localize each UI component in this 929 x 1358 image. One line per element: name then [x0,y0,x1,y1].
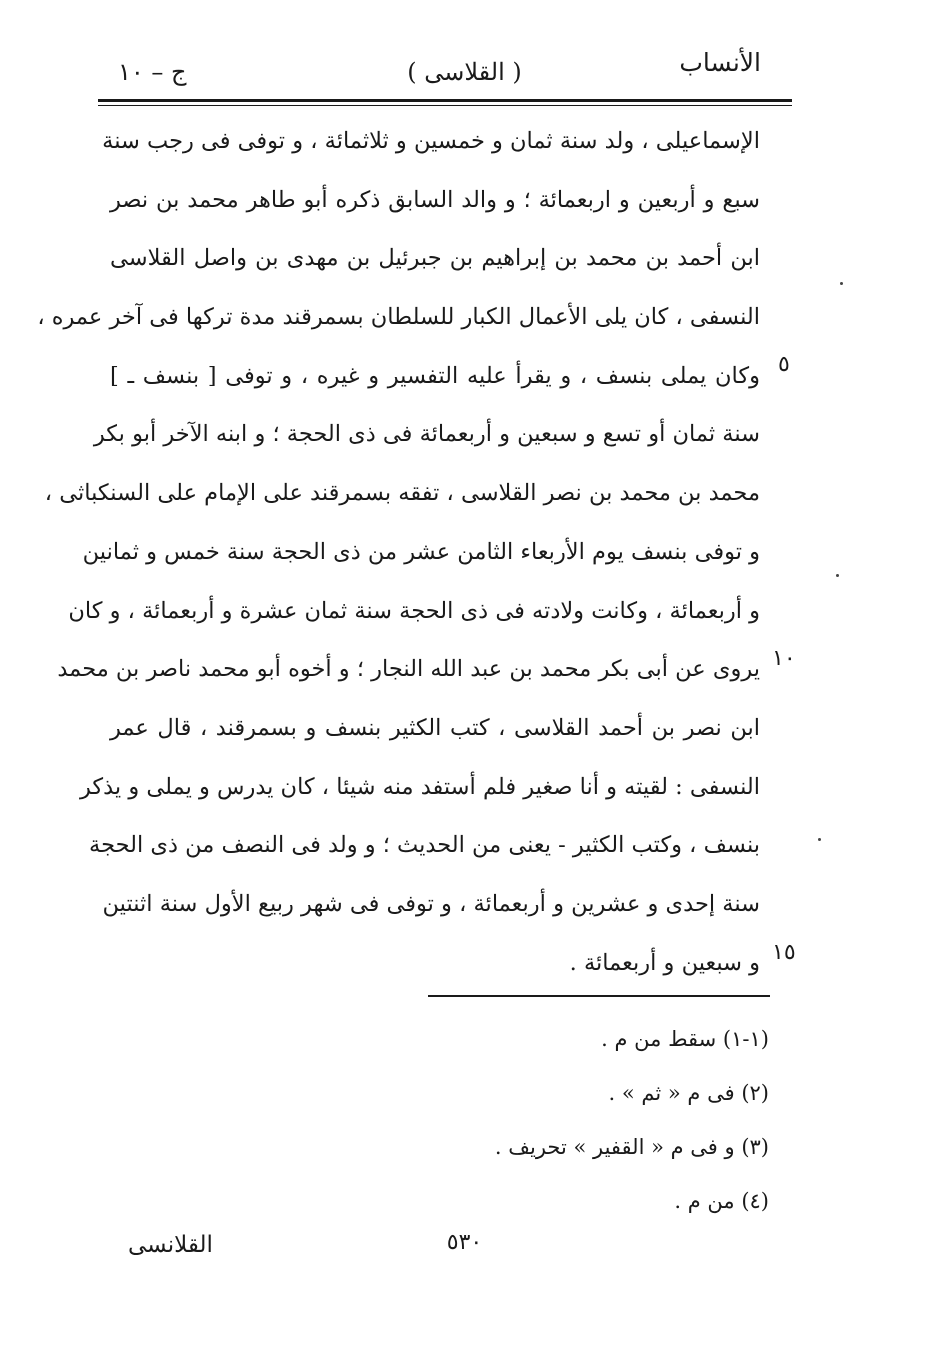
footnote: (٤) من م . [674,1189,769,1213]
text-line: و أربعمائة ، وكانت ولادته فى ذى الحجة سنة ثمان عشرة و أربعمائة ، و كان [68,597,760,624]
page-number: ٥٣٠ [446,1230,483,1255]
text-line: سنة ثمان أو تسع و سبعين و أربعمائة فى ذى الحجة ؛ و ابنه الآخر أبو بكر [93,421,760,448]
text-line: وكان يملى بنسف ، و يقرأ عليه التفسير و غيره ، و توفى [ بنسف ـ ] [110,362,760,389]
text-line: بنسف ، وكتب الكثير - يعنى من الحديث ؛ و ولد فى النصف من ذى الحجة [89,832,760,859]
main-text [37,112,760,992]
scan-speck [840,282,843,285]
line-number-10: ١٠ [772,646,796,671]
line-number-15: ١٥ [772,940,796,965]
scan-speck [818,838,821,841]
footnote-rule [428,995,770,997]
footnote: (٢) فى م « ثم » . [608,1081,769,1105]
running-head-volume: ج – ١٠ [118,58,187,86]
line-number-5: ٥ [778,352,790,377]
text-line: سنة إحدى و عشرين و أربعمائة ، و توفى فى شهر ربيع الأول سنة اثنتين [102,890,760,917]
text-line: ابن أحمد بن محمد بن إبراهيم بن جبرئيل بن مهدى بن واصل القلاسى [110,245,760,272]
catchword: القلانسى [128,1232,213,1258]
text-line: يروى عن أبى بكر محمد بن عبد الله النجار ؛ و أخوه أبو محمد ناصر بن محمد [57,656,760,683]
text-line: محمد بن محمد بن نصر القلاسى ، تفقه بسمرقند على الإمام على السنكباثى ، [44,480,760,507]
text-line: سبع و أربعين و اربعمائة ؛ و والد السابق ذكره أبو طاهر محمد بن نصر [110,186,760,213]
footnote: (٣) و فى م « القفير » تحريف . [494,1135,769,1159]
running-head-book-title: الأنساب [679,48,761,77]
text-line: و توفى بنسف يوم الأربعاء الثامن عشر من ذى الحجة سنة خمس و ثمانين [82,538,760,565]
running-head-entry-title: ( القلاسى ) [407,58,522,86]
text-line: الإسماعيلى ، ولد سنة ثمان و خمسين و ثلاثمائة ، و توفى فى رجب سنة [102,128,760,154]
text-line: ابن نصر بن أحمد القلاسى ، كتب الكثير بنسف و بسمرقند ، قال عمر [110,714,760,741]
footnote: (١-١) سقط من م . [601,1027,769,1051]
footnotes [249,1012,769,1228]
header-rule-thick [98,99,792,102]
text-line: النسفى ، كان يلى الأعمال الكبار للسلطان بسمرقند مدة تركها فى آخر عمره ، [37,304,760,331]
text-line: و سبعين و أربعمائة . [569,949,760,976]
scan-speck [836,574,839,577]
header-rule-thin [98,105,792,106]
text-line: النسفى : لقيته و أنا صغير فلم أستفد منه شيئا ، كان يدرس و يملى و يذكر [79,773,760,800]
